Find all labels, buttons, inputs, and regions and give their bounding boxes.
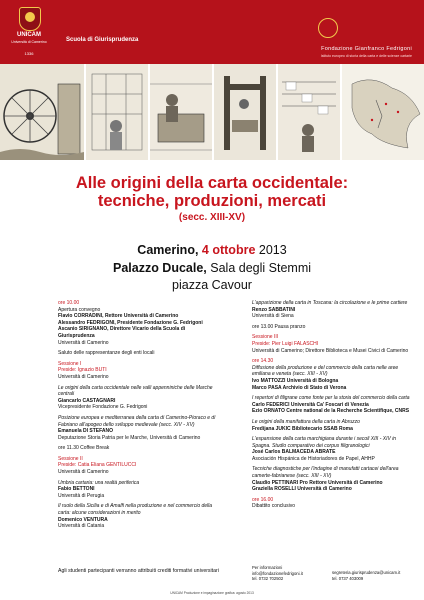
affiliation: Asociación Hispánica de Historiadores de Papel, AHHP: [252, 455, 375, 462]
event-date: 4 ottobre: [201, 243, 256, 257]
talk-title: Tecniche diagnostiche per l'indagine di manufatti cartacei dell'area camerte-fabrianese (secc. XIII - XV): [252, 466, 399, 480]
time-label: ore 14.30: [252, 358, 274, 365]
unicam-logo: [6, 5, 52, 59]
program-text: Saluto delle rappresentanze degli enti locali: [58, 350, 155, 357]
secretary-email-link[interactable]: segreteria.giurisprudenza@unicam.it: [332, 570, 401, 575]
event-venue-line: [0, 261, 424, 275]
engraving-press-image: [214, 64, 276, 160]
session-label: Sessione I: [58, 360, 82, 367]
program-block: [58, 350, 218, 357]
event-date-line: [0, 243, 424, 257]
program-block: [58, 445, 218, 452]
speaker: Ezio ORNATO Centre national de la Recherche Scientifique, CNRS: [252, 408, 410, 415]
program-block: [58, 503, 218, 529]
header-band: [0, 0, 424, 64]
speaker: Domenico VENTURA: [58, 516, 108, 523]
program-block: [58, 456, 218, 476]
session-chair: Preside: Pier Luigi FALASCHI: [252, 340, 319, 347]
title-line-3: [0, 212, 424, 223]
time-label: ore 16.00: [252, 496, 274, 503]
affiliation: Università di Perugia: [58, 492, 105, 499]
program-right-column: [252, 300, 412, 514]
program-block: [252, 466, 412, 492]
speaker: Flavio CORRADINI, Rettore Università di Camerino: [58, 313, 179, 320]
program-text: Apertura convegno: [58, 306, 101, 313]
program-block: [252, 334, 412, 354]
affiliation: Università di Catania: [58, 523, 105, 530]
program-block: [252, 300, 412, 320]
speaker: Emanuela DI STEFANO: [58, 428, 114, 435]
school-name: Scuola di Giurisprudenza: [66, 37, 139, 43]
session-chair: Preside: Catia Eliana GENTILUCCI: [58, 462, 137, 469]
speaker: Fredijana JUKIC Bibliotecario SSAB Roma: [252, 425, 353, 432]
program-block: [58, 415, 218, 441]
secretary-contact: [332, 570, 400, 581]
event-room: Sala degli Stemmi: [210, 261, 312, 275]
affiliation: Università di Siena: [252, 313, 294, 320]
event-year: 2013: [258, 243, 287, 257]
program-block: [58, 385, 218, 411]
info-contact: [252, 565, 303, 582]
affiliation: Università di Camerino: [58, 469, 109, 476]
credits-note: Agli studenti partecipanti verranno attribuiti crediti formativi universitari: [58, 568, 219, 574]
speaker: Marco PASA Archivio di Stato di Verona: [252, 384, 347, 391]
speaker: Ascanio SIRIGNANO, Direttore Vicario della Scuola di Giurisprudenza: [58, 326, 186, 339]
program-left-column: [58, 300, 218, 534]
title-period: (secc. XIII-XV): [178, 212, 246, 223]
logo-name: UNICAM: [17, 32, 41, 38]
talk-title: L'apparizione della carta in Toscana: la circolazione e le prime cartiere: [252, 300, 408, 306]
affiliation: Vicepresidente Fondazione G. Fedrigoni: [58, 404, 148, 411]
program-block: [58, 361, 218, 381]
title-line-1: Alle origini della carta occidentale:: [75, 174, 349, 192]
speaker: Alessandro FEDRIGONI, Presidente Fondazione G. Fedrigoni: [58, 319, 203, 326]
engraving-map-image: [342, 64, 424, 160]
affiliation: Università di Camerino: [58, 373, 109, 380]
foundation-subtitle: Istituto europeo di storia della carta e delle scienze cartarie: [320, 54, 412, 58]
secretary-phone: tel. 0737 403009: [332, 575, 364, 581]
program-block: [252, 497, 412, 510]
break-label: ore 11.30 Coffee Break: [58, 445, 110, 452]
session-label: Sessione II: [58, 455, 83, 462]
speaker: Renzo SABBATINI: [252, 306, 296, 313]
engraving-vat-image: [150, 64, 212, 160]
affiliation: Deputazione Storia Patria per le Marche, Università di Camerino: [58, 434, 201, 441]
crest-icon: [19, 7, 41, 31]
talk-title: I repertori di filigrane come fonte per la storia del commercio della carta: [252, 395, 410, 402]
engraving-workshop-image: [86, 64, 148, 160]
break-label: ore 13.00 Pausa pranzo: [252, 323, 306, 330]
print-credit: UNICAM Produzione e impaginazione grafica: agosto 2013: [170, 591, 254, 595]
program-block: [252, 358, 412, 391]
event-venue: Palazzo Ducale,: [112, 261, 207, 275]
speaker: Graziella ROSELLI Università di Camerino: [252, 486, 352, 493]
engraving-drying-image: [278, 64, 340, 160]
logo-year: 1336: [24, 51, 34, 56]
session-label: Sessione III: [252, 334, 279, 341]
logo-subtitle: Università di Camerino: [11, 40, 47, 44]
talk-title: Umbria cartaria: una realtà periferica: [58, 479, 140, 486]
event-city: Camerino,: [137, 243, 199, 257]
program-text: Dibattito conclusivo: [252, 503, 296, 510]
speaker: Fabio BETTONI: [58, 486, 95, 493]
info-phone: tel. 0732 702502: [252, 576, 284, 581]
speaker: Carlo FEDERICI Università Ca' Foscari di Venezia: [252, 401, 369, 408]
program-block: [252, 395, 412, 415]
affiliation: Università di Camerino; Direttore Biblioteca e Musei Civici di Camerino: [252, 347, 409, 354]
title-line-2: tecniche, produzioni, mercati: [97, 192, 327, 210]
program-block: [58, 300, 218, 346]
speaker: Claudio PETTINARI Pro Rettore Università di Camerino: [252, 479, 383, 486]
info-label: Per informazioni: [252, 565, 283, 570]
program-block: [252, 324, 412, 331]
talk-title: Posizione europea e mediterranea della carta di Camerino-Pioraco e di Fabriano all'apogeo dello sviluppo medievale (secc. XIV - XV): [58, 414, 216, 428]
program-block: [58, 480, 218, 500]
talk-title: Le origini della carta occidentale nelle valli appenniniche delle Marche centrali: [58, 384, 213, 398]
speaker: Ivo MATTOZZI Università di Bologna: [252, 377, 339, 384]
foundation-name: Fondazione Gianfranco Fedrigoni: [321, 46, 412, 52]
time-label: ore 10.00: [58, 300, 80, 306]
affiliation: Università di Camerino: [58, 339, 109, 346]
talk-title: Diffusione della produzione e del commercio della carta nelle aree emiliana e veneta (secc. XIII - XV): [252, 364, 399, 378]
program-block: [252, 436, 412, 462]
talk-title: L'espansione della carta marchigiana durante i secoli XIII - XIV in Spagna. Studio comparativo dei corpus filigranologici: [252, 436, 397, 449]
engraving-waterwheel-image: [0, 64, 84, 160]
event-square: piazza Cavour: [172, 278, 252, 292]
talk-title: Il ruolo della Sicilia e di Amalfi nella produzione e nel commercio della carta: alcune considerazioni in merito: [58, 503, 213, 517]
speaker: José Carlos BALMACEDA ABRATE: [252, 449, 336, 456]
program-block: [252, 419, 412, 432]
speaker: Giancarlo CASTAGNARI: [58, 397, 116, 404]
session-chair: Preside: Ignazio BUTI: [58, 367, 107, 374]
foundation-emblem-icon: [318, 18, 338, 38]
talk-title: Le origini della manifattura della carta in Abruzzo: [252, 418, 360, 425]
info-email-link[interactable]: info@fondazionefedrigoni.it: [252, 570, 303, 576]
